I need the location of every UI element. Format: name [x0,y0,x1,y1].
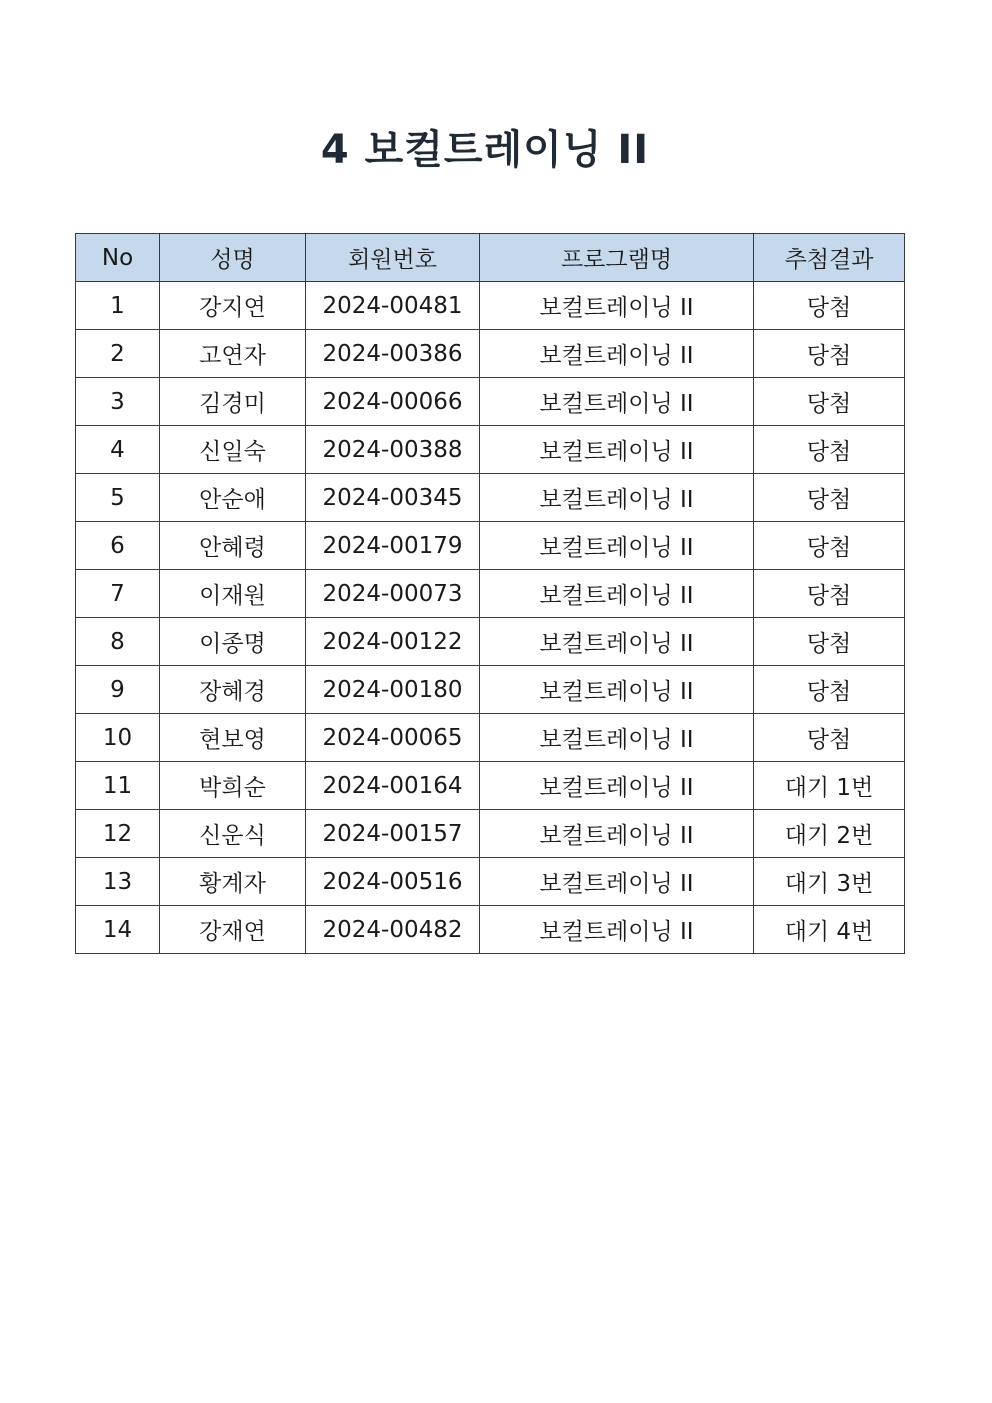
table-row [76,426,905,474]
cell-name: 장혜경 [160,666,306,714]
cell-program: 보컬트레이닝 II [480,570,754,618]
cell-result: 당첨 [754,666,905,714]
cell-member-id: 2024-00386 [306,330,480,378]
cell-name: 신일숙 [160,426,306,474]
cell-no: 12 [76,810,160,858]
table-row [76,570,905,618]
cell-no: 11 [76,762,160,810]
cell-program: 보컬트레이닝 II [480,714,754,762]
table-row [76,330,905,378]
cell-result: 당첨 [754,570,905,618]
cell-program: 보컬트레이닝 II [480,762,754,810]
cell-program: 보컬트레이닝 II [480,810,754,858]
cell-no: 6 [76,522,160,570]
cell-result: 당첨 [754,426,905,474]
cell-name: 강지연 [160,282,306,330]
cell-result: 당첨 [754,282,905,330]
table-row [76,762,905,810]
table-row [76,666,905,714]
cell-program: 보컬트레이닝 II [480,666,754,714]
cell-result: 당첨 [754,330,905,378]
cell-name: 강재연 [160,906,306,954]
cell-no: 13 [76,858,160,906]
cell-member-id: 2024-00066 [306,378,480,426]
cell-name: 이종명 [160,618,306,666]
table-row [76,906,905,954]
cell-name: 안순애 [160,474,306,522]
cell-result: 대기 1번 [754,762,905,810]
cell-no: 14 [76,906,160,954]
table-row [76,522,905,570]
header-no: No [76,234,160,282]
cell-member-id: 2024-00179 [306,522,480,570]
table-row [76,810,905,858]
cell-no: 5 [76,474,160,522]
cell-name: 현보영 [160,714,306,762]
table-row [76,858,905,906]
cell-member-id: 2024-00180 [306,666,480,714]
table-row [76,282,905,330]
cell-name: 박희순 [160,762,306,810]
cell-no: 9 [76,666,160,714]
cell-no: 4 [76,426,160,474]
cell-member-id: 2024-00157 [306,810,480,858]
cell-name: 김경미 [160,378,306,426]
cell-program: 보컬트레이닝 II [480,282,754,330]
cell-member-id: 2024-00073 [306,570,480,618]
cell-member-id: 2024-00122 [306,618,480,666]
cell-program: 보컬트레이닝 II [480,906,754,954]
cell-no: 3 [76,378,160,426]
table-row [76,618,905,666]
cell-no: 2 [76,330,160,378]
table-row [76,714,905,762]
cell-no: 1 [76,282,160,330]
cell-no: 8 [76,618,160,666]
table-row [76,378,905,426]
cell-member-id: 2024-00481 [306,282,480,330]
cell-result: 당첨 [754,618,905,666]
page-title: 4 보컬트레이닝 II [320,127,650,173]
cell-name: 고연자 [160,330,306,378]
cell-name: 안혜령 [160,522,306,570]
cell-no: 10 [76,714,160,762]
cell-result: 당첨 [754,474,905,522]
cell-member-id: 2024-00164 [306,762,480,810]
cell-result: 대기 3번 [754,858,905,906]
cell-program: 보컬트레이닝 II [480,330,754,378]
header-name: 성명 [160,234,306,282]
cell-member-id: 2024-00345 [306,474,480,522]
cell-program: 보컬트레이닝 II [480,426,754,474]
header-result: 추첨결과 [754,234,905,282]
cell-program: 보컬트레이닝 II [480,378,754,426]
cell-program: 보컬트레이닝 II [480,858,754,906]
cell-result: 당첨 [754,522,905,570]
lottery-results-table [75,233,905,954]
table-body [76,282,905,954]
cell-member-id: 2024-00065 [306,714,480,762]
header-program: 프로그램명 [480,234,754,282]
cell-program: 보컬트레이닝 II [480,474,754,522]
cell-member-id: 2024-00388 [306,426,480,474]
cell-program: 보컬트레이닝 II [480,522,754,570]
cell-member-id: 2024-00516 [306,858,480,906]
cell-name: 이재원 [160,570,306,618]
cell-no: 7 [76,570,160,618]
cell-member-id: 2024-00482 [306,906,480,954]
cell-result: 대기 2번 [754,810,905,858]
table-header-row [76,234,905,282]
cell-result: 당첨 [754,714,905,762]
cell-name: 신운식 [160,810,306,858]
cell-name: 황계자 [160,858,306,906]
cell-program: 보컬트레이닝 II [480,618,754,666]
cell-result: 당첨 [754,378,905,426]
cell-result: 대기 4번 [754,906,905,954]
header-member-id: 회원번호 [306,234,480,282]
table-row [76,474,905,522]
